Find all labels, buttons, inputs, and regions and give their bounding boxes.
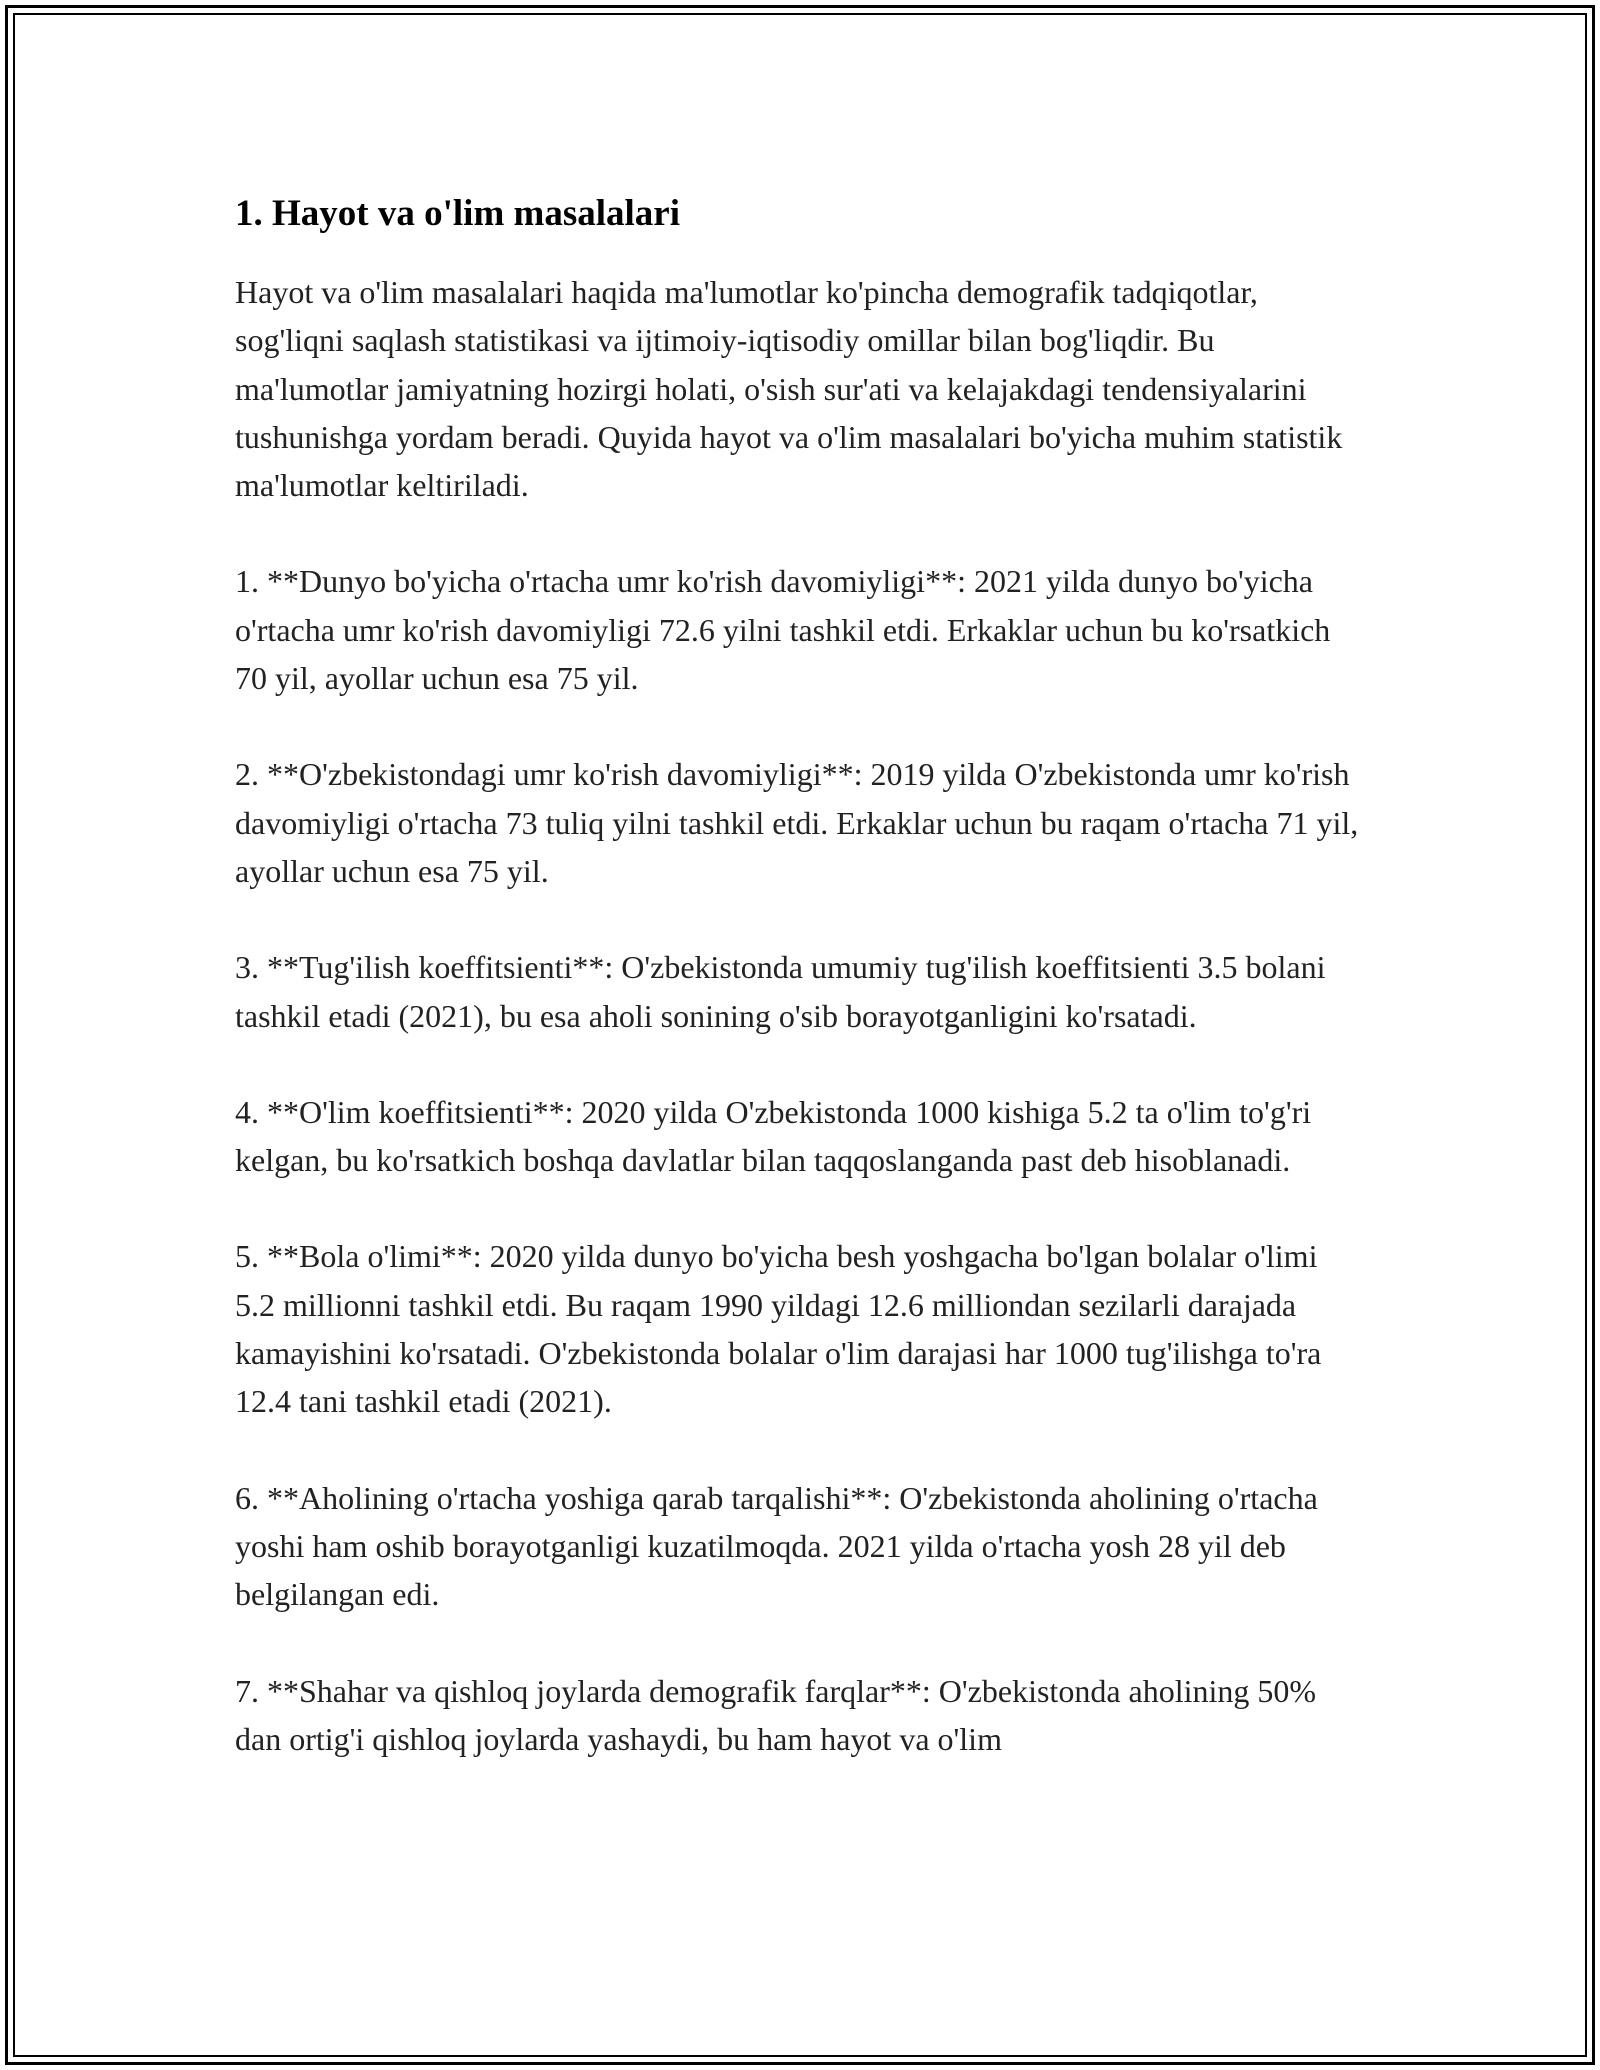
list-item-3: 3. **Tug'ilish koeffitsienti**: O'zbekistonda umumiy tug'ilish koeffitsienti 3.5 bolani tashkil etadi (2021), bu esa aholi sonining o'sib borayotganligini ko'rsatadi. [235,949,1326,1034]
document-body [235,186,1360,1811]
list-item-1: 1. **Dunyo bo'yicha o'rtacha umr ko'rish davomiyligi**: 2021 yilda dunyo bo'yicha o'rtacha umr ko'rish davomiyligi 72.6 yilni tashkil etdi. Erkaklar uchun bu ko'rsatkich 70 yil, ayollar uchun esa 75 yil. [235,563,1331,697]
list-item-6: 6. **Aholining o'rtacha yoshiga qarab tarqalishi**: O'zbekistonda aholining o'rtacha yoshi ham oshib borayotganligi kuzatilmoqda. 2021 yilda o'rtacha yosh 28 yil deb belgilangan edi. [235,1479,1318,1613]
intro-paragraph: Hayot va o'lim masalalari haqida ma'lumotlar ko'pincha demografik tadqiqotlar, sog'liqni saqlash statistikasi va ijtimoiy-iqtisodiy omillar bilan bog'liqdir. Bu ma'lumotlar jamiyatning hozirgi holati, o'sish sur'ati va kelajakdagi tendensiyalarini tushunishga yordam beradi. Quyida hayot va o'lim masalalari bo'yicha muhim statistik ma'lumotlar keltiriladi. [235,274,1343,504]
list-item-4: 4. **O'lim koeffitsienti**: 2020 yilda O'zbekistonda 1000 kishiga 5.2 ta o'lim to'g'ri kelgan, bu ko'rsatkich boshqa davlatlar bilan taqqoslanganda past deb hisoblanadi. [235,1093,1312,1179]
section-heading: 1. Hayot va o'lim masalalari [235,193,680,234]
list-item-2: 2. **O'zbekistondagi umr ko'rish davomiyligi**: 2019 yilda O'zbekistonda umr ko'rish davomiyligi o'rtacha 73 tuliq yilni tashkil etdi. Erkaklar uchun bu raqam o'rtacha 71 yil, ayollar uchun esa 75 yil. [235,756,1359,889]
list-item-7: 7. **Shahar va qishloq joylarda demografik farqlar**: O'zbekistonda aholining 50% dan ortig'i qishloq joylarda yashaydi, bu ham hayot va o'lim [235,1672,1317,1757]
list-item-5: 5. **Bola o'limi**: 2020 yilda dunyo bo'yicha besh yoshgacha bo'lgan bolalar o'limi 5.2 millionni tashkil etdi. Bu raqam 1990 yildagi 12.6 milliondan sezilarli darajada kamayishini ko'rsatadi. O'zbekistonda bolalar o'lim darajasi har 1000 tug'ilishga to'ra 12.4 tani tashkil etadi (2021). [235,1238,1322,1420]
